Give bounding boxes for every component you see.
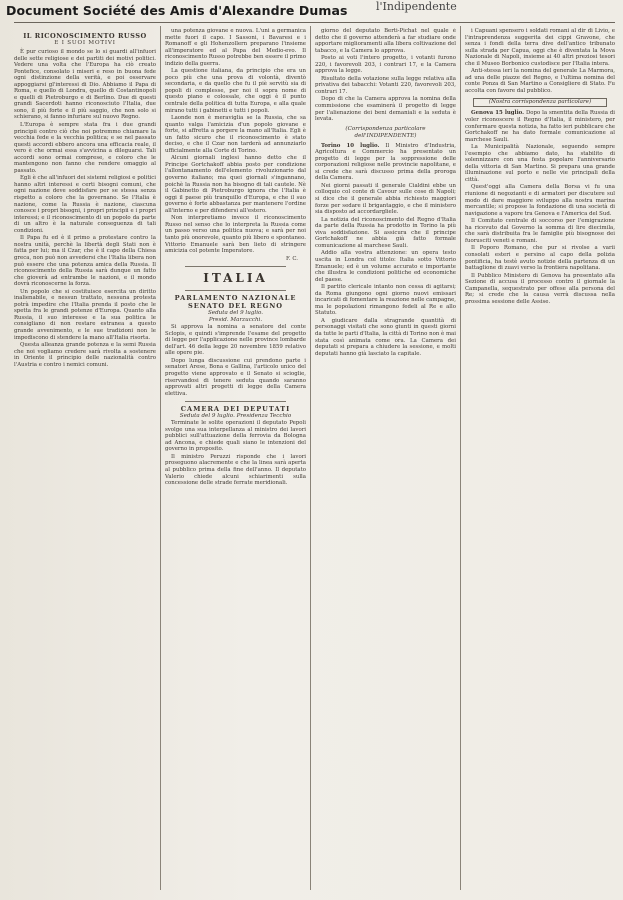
paragraph: Anti-stessa ieri la nomina del generale La Marmora, ad una delle piazze del Regno, e l'ultima nomina del conte Ponza di San Martino a Consigliere di Stato. Fu accolta con favore dal pubblico. <box>465 68 615 94</box>
column-2 <box>165 28 306 892</box>
paragraph: Posto ai voti l'intero progetto, i votanti furono 220, i favorevoli 203, i contrari 17, e la Camera approva la legge. <box>315 55 456 75</box>
paragraph: Il Papa fu ed è il primo a protestare contro la nostra unità, perchè la libertà degli Stati non è fatta per lui; ma il Czar, che è il capo della Chiesa greca, non può non avvedersi che l'Italia libera non può essere che una potenza amica della Russia. Il riconoscimento della Russia sarà dunque un fatto che gioverà ad entrambe le nazioni, e il mondo dovrà riconoscerne la forza. <box>14 235 156 288</box>
paragraph: Un popolo che si costituisce esercita un diritto inalienabile, e nessun trattato, nessuna protesta potrà impedire che l'Italia prenda il posto che le spetta fra le grandi potenze d'Europa. Quanto alla Russia, il suo interesse e la sua politica le consigliano di non restare estranea a questo grande avvenimento, e le sue tradizioni non le impediscono di stendere la mano all'Italia risorta. <box>14 288 156 341</box>
senate-session: Seduta del 9 luglio. <box>207 310 264 317</box>
paragraph: Laonde non è meraviglia se la Russia, che sa quanto valga l'amicizia d'un popolo giovane e forte, si affretta a porgere la mano all'Italia. Egli è un fatto sicuro che il riconoscimento è stato deciso, e che il Czar non tarderà ad annunziarlo ufficialmente alla Corte di Torino. <box>165 115 306 154</box>
section-title-italia: ITALIA <box>203 271 268 286</box>
chamber-session: Seduta del 9 luglio. Presidenza Tecchio <box>179 413 292 420</box>
section-divider <box>185 401 286 402</box>
paragraph: A giudicare dalla stragrande quantità di personaggi visitati che sono giunti in questi giorni da tutte le parti d'Italia, la città di Torino non è mai stata così animata come ora. La Camera dei deputati si prepara a chiudere la sessione, e molti deputati hanno già lasciato la capitale. <box>315 317 456 357</box>
paragraph: Risultato della votazione sulla legge relativa alla privativa dei tabacchi: Votanti 220, favorevoli 203, contrari 17. <box>315 75 456 95</box>
column-4 <box>465 28 615 892</box>
correspondence-box-label: (Nostra corrispondenza particolare) <box>473 98 607 107</box>
paragraph: La Municipalità Nazionale, seguendo sempre l'esempio che abbiamo dato, ha stabilito di solennizzare con una festa popolare l'anniversario della vittoria di San Martino. Si prepara una grande illuminazione sul porto e nelle vie principali della città. <box>465 144 615 183</box>
paragraph: Dopo lunga discussione cui prendono parte i senatori Arese, Bona e Gallina, l'articolo unico del progetto viene approvato e il Senato si scioglie, riservandosi di tenere seduta quando saranno approvati altri progetti di legge della Camera elettiva. <box>165 357 306 397</box>
paragraph: Non interpretiamo invece il riconoscimento Russo nel senso che lo interpreta la Russia come un passo verso una politica nuova; e sarà per noi tanto più onorevole, quanto più libero e spontaneo. Vittorio Emanuele sarà ben lieto di stringere amicizia col potente Imperatore. <box>165 215 306 255</box>
section-divider <box>185 290 286 291</box>
senate-title: SENATO DEL REGNO <box>187 302 284 311</box>
paragraph: Egli è che all'infuori dei sistemi religiosi e politici hanno altri interessi e certi bisogni comuni, che ogni nazione deve soddisfare per se stessa senza rispetto a coloro che la governano. Se l'Italia è nazione, come la Russia è nazione, ciascuna conosce i propri bisogni, i propri principii e i propri interessi; e il riconoscimento di un popolo da parte di un altro è la naturale conseguenza di tali condizioni. <box>14 175 156 234</box>
paragraph: Il Comitato centrale di soccorso per l'emigrazione ha ricevuto dal Governo la somma di lire diecimila, che sarà distribuita fra le famiglie più bisognose dei fuorusciti veneti e romani. <box>465 218 615 244</box>
paragraph: È pur curioso il mondo se lo si guardi all'infuori delle sette religiose e dei partiti dei motivi politici. Vedere una volta che l'Europa ha ciò creato Pontefice, consolato i miseri e reso in buona fede ogni distinzione della verità, e poi osservare appoggiarsi gl'interessi di Dio. Abbiamo il Papa di Roma, e quello di Londra, quello di Costantinopoli e quelli di Pietroburgo e di Berlino. Due di questi grandi Sacerdoti hanno riconosciuto l'Italia, due sono, il più forte e il più saggio, che non solo si schierano, si fanno infuriare sul nuovo Regno. <box>14 49 156 121</box>
section-divider <box>185 266 286 267</box>
paragraph: i Capuani spensero i soldati romani al dir di Livio, e l'intraprendenza suggerita dei cippi Gravone, che senza i fondi della terra dive dell'antico tribunato sulla strada per Capua, oggi che è diventata la Mova Nazionale di Napoli, insieme ai 40 altri preziosi tesori che il Museo Borbonico custodisce per l'Italia intera. <box>465 28 615 67</box>
senate-president: Presid. Marzucchi. <box>208 317 263 324</box>
column-1 <box>14 28 156 892</box>
paragraph: Il partito clericale intanto non cessa di agitarsi; da Roma giungono ogni giorno nuovi emissari incaricati di fomentare la reazione nelle campagne, ma le popolazioni rimangono fedeli al Re e allo Statuto. <box>315 284 456 317</box>
paragraph: La notizia del riconoscimento del Regno d'Italia da parte della Russia ha prodotto in Torino la più viva soddisfazione. Si assicura che il principe Gortchakoff ne abbia già fatto formale comunicazione al marchese Sauli. <box>315 216 456 249</box>
masthead-fragment: l'Indipendente <box>376 0 457 13</box>
paragraph: Il Poporo Romano, che pur si rivolse a varii consolati esteri e persino al capo della polizia pontificia, ha testè avuto notizie della partenza di un battaglione di zuavi verso la frontiera napolitana. <box>465 245 615 272</box>
correspondence-label: (Corrispondenza particolare dell'INDIPENDENTE) <box>345 125 426 139</box>
parliament-title: PARLAMENTO NAZIONALE <box>174 294 297 303</box>
dateline: Genova 15 luglio. <box>471 110 525 117</box>
paragraph: La questione italiana, da principio che era un poco più che una prova di volontà, diventò secondaria, e da quello che fu il piè servitù sia di popoli di complesse, per noi il sopra nome di questo piano e colossale, che oggi è il punto centrale della politica di tutta Europa, e alla quale mirano tutti i gabinetti e tutti i popoli. <box>165 68 306 114</box>
paragraph: Nei giorni passati il generale Cialdini ebbe un colloquio col conte di Cavour sulle cose di Napoli; si dice che il generale abbia richiesto maggiori forze per sedare il brigantaggio, e che il ministero sia disposto ad accordargliele. <box>315 182 456 216</box>
paragraph: Il Ministro d'Industria, Agricoltura e Commercio ha presentato un progetto di legge per la soppressione delle corporazioni religiose nelle provincie napolitane, e si crede che sarà discusso prima della proroga della Camera. <box>315 142 456 182</box>
watermark-banner: Document Société des Amis d'Alexandre Dumas <box>6 3 348 18</box>
paragraph: Il ministro Peruzzi risponde che i lavori proseguono alacremente e che la linea sarà aperta al pubblico prima della fine dell'anno. Il deputato Valerio chiede alcuni schiarimenti sulla concessione delle strade ferrate meridionali. <box>165 453 306 487</box>
paragraph: Dopo di che la Camera approva la nomina della commissione che esaminerà il progetto di legge per l'alienazione dei beni demaniali e la seduta è levata. <box>315 96 456 123</box>
chamber-title: CAMERA DEI DEPUTATI <box>180 405 291 414</box>
article-title: IL RICONOSCIMENTO RUSSO <box>23 32 147 40</box>
paragraph: una potenza giovane e nuova. L'uni a germanica mette fuori il capo. I Sassoni, i Bavaresi e i Romanoff e gli Hohenzollern preparano l'insieme all'imperatore ed al Papa del Medio-evo. Il riconoscimento Russo potrebbe ben essere il primo indizio della guerra. <box>165 28 306 67</box>
paragraph: Questa alleanza grande potenza e la semi Russia che noi vogliamo credere sarà rivolta a sostenere in Oriente il principio delle nazionalità contro l'Austria e contro i nemici comuni. <box>14 342 156 368</box>
paragraph: Dopo la smentita della Russia di voler riconoscere il Regno d'Italia, il ministero, per confermare questa notizia, ha fatto ieri pubblicare che Gortchakoff ne ha dato formale comunicazione al marchese Sauli. <box>465 110 615 143</box>
paragraph: Addio alla vostra attenzione: un opera testo uscita in Londra col titolo: Italia sotto Vittorio Emanuele; ed è un volume accurato e importante che illustra le condizioni politiche ed economiche del paese. <box>315 250 456 283</box>
article-signature: F. C. <box>286 255 298 262</box>
column-rule <box>160 26 161 890</box>
column-rule <box>460 26 461 890</box>
header-rule <box>14 22 615 23</box>
paragraph: Terminate le solite operazioni il deputato Pepoli svolge una sua interpellanza al ministro dei lavori pubblici sull'attuazione della ferrovia da Bologna ad Ancona, e chiede quali siano le intenzioni del governo in proposito. <box>165 420 306 453</box>
paragraph: Il Pubblico Ministero di Genova ha presentato alla Sezione di accusa il processo contro il giornale la Campanella, sequestrato per offese alla persona del Re; si crede che la causa verrà discussa nella prossima sessione delle Assise. <box>465 272 615 305</box>
paragraph: Quest'oggi alla Camera della Borsa vi fu una riunione di negozianti e di armatori per discutere sul modo di dare maggiore sviluppo alla nostra marina mercantile; si propose la fondazione di una società di navigazione a vapore tra Genova e l'America del Sud. <box>465 184 615 217</box>
column-rule <box>310 26 311 890</box>
column-3 <box>315 28 456 892</box>
paragraph: Alcuni giornali inglesi hanno detto che il Principe Gortchakoff abbia posto per condizione l'allontanamento dell'elemento rivoluzionario dal governo italiano; ma quei giornali s'ingannano, poichè la Russia non ha bisogno di tali cautele. Nè il Gabinetto di Pietroburgo ignora che l'Italia è oggi il paese più tranquillo d'Europa, e che il suo governo è forte abbastanza per mantenere l'ordine all'interno e per difendersi all'estero. <box>165 155 306 214</box>
paragraph: giorno del deputato Berti-Pichat nel quale è detto che il governo attenderà a far studiare onde apportare miglioramenti alla libera coltivazione del tabacco, e la Camera lo approva. <box>315 28 456 54</box>
paragraph: L'Europa è sempre stata fra i due grandi principii contro ciò che noi potremmo chiamare la vecchia fede e la vecchia politica; e se nel passato questi accordi ebbero ancora una efficacia reale, il vero è che ormai essa s'avvicina a dileguarsi. Tali accordi sono ormai comprese, e coloro che le mantengono non fanno che rendere omaggio al passato. <box>14 122 156 174</box>
paragraph: Si approva la nomina a senatore del conte Sclopis, e quindi s'imprende l'esame del progetto di legge per l'applicazione nelle province lombarde dell'art. 46 della legge 20 novembre 1859 relativo alle opere pie. <box>165 324 306 357</box>
article-subtitle: E I SUOI MOTIVI <box>54 40 116 46</box>
dateline: Torino 10 luglio. <box>321 142 380 149</box>
